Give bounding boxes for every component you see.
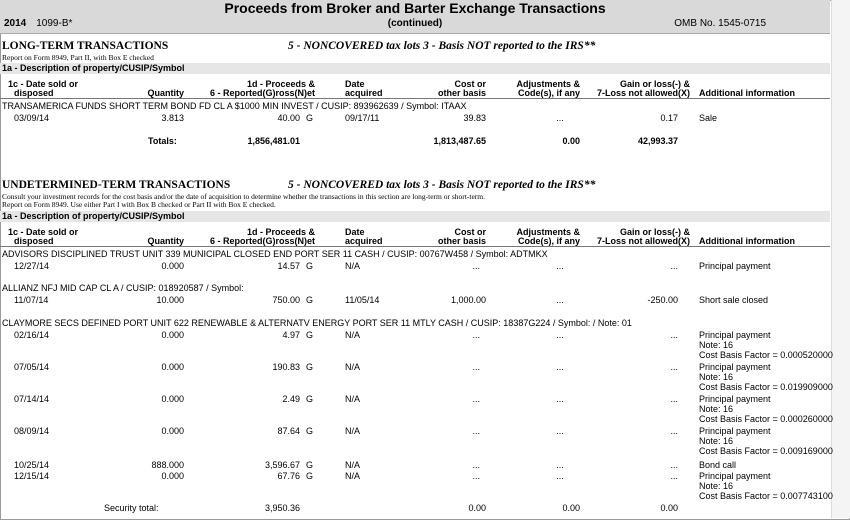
- cell-date-acquired: 11/05/14: [345, 295, 380, 305]
- cell-date-acquired: N/A: [345, 362, 361, 372]
- col-reported: 6 - Reported(G)ross(N)et: [209, 88, 315, 98]
- cell-quantity: 3.813: [161, 113, 184, 123]
- cell-proceeds: 190.83: [272, 362, 300, 372]
- col-codes: Code(s), if any: [517, 236, 580, 246]
- cell-info: Cost Basis Factor = 0.000520000: [699, 350, 833, 360]
- col-quantity: Quantity: [147, 88, 184, 98]
- col-loss-not-allowed: 7-Loss not allowed(X): [596, 88, 690, 98]
- cell-date-acquired: N/A: [345, 394, 361, 404]
- cell-adjustments: ...: [556, 426, 564, 436]
- col-acquired: acquired: [345, 236, 383, 246]
- cell-adjustments: ...: [556, 394, 564, 404]
- cell-quantity: 0.000: [161, 330, 184, 340]
- col-quantity: Quantity: [147, 236, 184, 246]
- security-description: CLAYMORE SECS DEFINED PORT UNIT 622 RENEWABLE & ALTERNATV ENERGY PORT SER 11 MTLY CASH / CUSIP: 18387G224 / Symbol: / Note: 01: [2, 318, 632, 328]
- col-cost: Cost or: [454, 79, 486, 89]
- col-disposed: disposed: [14, 88, 54, 98]
- cell-date-sold: 08/09/14: [14, 426, 50, 436]
- cell-info: Bond call: [699, 460, 737, 470]
- form-title: Proceeds from Broker and Barter Exchange Transactions: [224, 0, 606, 16]
- cell-cost: ...: [472, 330, 480, 340]
- cell-info: Principal payment: [699, 394, 771, 404]
- col-disposed: disposed: [14, 236, 54, 246]
- undetermined-title: UNDETERMINED-TERM TRANSACTIONS: [2, 179, 231, 191]
- cell-info: Cost Basis Factor = 0.007743100: [699, 491, 833, 501]
- cell-adjustments: ...: [556, 460, 564, 470]
- col-other-basis: other basis: [437, 236, 486, 246]
- cell-date-acquired: N/A: [345, 261, 361, 271]
- security-description: TRANSAMERICA FUNDS SHORT TERM BOND FD CL A $1000 MIN INVEST / CUSIP: 893962639 / Symbol: ITAAX: [2, 101, 467, 111]
- cell-proceeds: 3,596.67: [264, 460, 300, 470]
- cell-date-acquired: N/A: [345, 330, 361, 340]
- cell-adjustments: ...: [556, 295, 564, 305]
- cell-date-acquired: N/A: [345, 460, 361, 470]
- cell-adjustments: ...: [556, 471, 564, 481]
- cell-info: Principal payment: [699, 261, 771, 271]
- cell-quantity: 0.000: [161, 362, 184, 372]
- col-additional-info: Additional information: [699, 88, 795, 98]
- cell-date-acquired: 09/17/11: [345, 113, 380, 123]
- divider: [0, 98, 830, 99]
- cell-adjustments: ...: [556, 113, 564, 123]
- cell-gross-net: G: [306, 295, 314, 305]
- cell-gain: ...: [670, 471, 678, 481]
- vertical-scrollbar[interactable]: [831, 0, 850, 518]
- cell-cost: ...: [472, 460, 480, 470]
- cell-proceeds: 14.57: [277, 261, 300, 271]
- cell-quantity: 0.000: [161, 471, 184, 481]
- cell-proceeds: 4.97: [282, 330, 300, 340]
- totals-adjustments: 0.00: [562, 136, 580, 146]
- col-date: Date: [345, 227, 365, 237]
- cell-info: Principal payment: [699, 330, 771, 340]
- cell-gross-net: G: [306, 471, 314, 481]
- undetermined-subtitle: 5 - NONCOVERED tax lots 3 - Basis NOT reported to the IRS**: [288, 179, 596, 191]
- cell-adjustments: ...: [556, 261, 564, 271]
- cell-adjustments: ...: [556, 362, 564, 372]
- cell-info: Cost Basis Factor = 0.019909000: [699, 382, 833, 392]
- cell-gain: ...: [670, 460, 678, 470]
- col-date-sold: 1c - Date sold or: [8, 79, 79, 89]
- continued-label: (continued): [387, 18, 443, 29]
- totals-proceeds: 1,856,481.01: [247, 136, 300, 146]
- cell-cost: ...: [472, 261, 480, 271]
- cell-gross-net: G: [306, 426, 314, 436]
- totals-label: Totals:: [148, 136, 177, 146]
- security-total-adjustments: 0.00: [562, 503, 580, 513]
- cell-info: Principal payment: [699, 471, 771, 481]
- cell-date-acquired: N/A: [345, 426, 361, 436]
- cell-proceeds: 750.00: [272, 295, 300, 305]
- cell-info: Principal payment: [699, 426, 771, 436]
- cell-date-sold: 07/14/14: [14, 394, 50, 404]
- cell-gain: ...: [670, 261, 678, 271]
- description-label: 1a - Description of property/CUSIP/Symbol: [0, 63, 830, 74]
- col-other-basis: other basis: [437, 88, 486, 98]
- security-total-proceeds: 3,950.36: [264, 503, 300, 513]
- col-reported: 6 - Reported(G)ross(N)et: [209, 236, 315, 246]
- omb-number: OMB No. 1545-0715: [674, 18, 766, 29]
- security-description: ADVISORS DISCIPLINED TRUST UNIT 339 MUNICIPAL CLOSED END PORT SER 11 CASH / CUSIP: 00767W458 / Symbol: ADTMKX: [2, 249, 548, 259]
- col-gain: Gain or loss(-) &: [619, 79, 690, 89]
- cell-info: Cost Basis Factor = 0.000260000: [699, 414, 833, 424]
- cell-gross-net: G: [306, 261, 314, 271]
- cell-date-sold: 02/16/14: [14, 330, 50, 340]
- cell-gross-net: G: [306, 113, 314, 123]
- cell-date-sold: 07/05/14: [14, 362, 50, 372]
- cell-cost: ...: [472, 362, 480, 372]
- cell-cost: ...: [472, 471, 480, 481]
- cell-quantity: 0.000: [161, 394, 184, 404]
- col-additional-info: Additional information: [699, 236, 795, 246]
- col-date: Date: [345, 79, 365, 89]
- form-number: 1099-B*: [36, 18, 73, 29]
- col-loss-not-allowed: 7-Loss not allowed(X): [596, 236, 690, 246]
- cell-quantity: 0.000: [161, 426, 184, 436]
- cell-proceeds: 87.64: [277, 426, 300, 436]
- cell-info: Note: 16: [699, 340, 734, 350]
- form-header: [0, 0, 830, 34]
- cell-proceeds: 67.76: [277, 471, 300, 481]
- col-adjustments: Adjustments &: [516, 227, 580, 237]
- col-date-sold: 1c - Date sold or: [8, 227, 79, 237]
- cell-info: Note: 16: [699, 404, 734, 414]
- col-gain: Gain or loss(-) &: [619, 227, 690, 237]
- cell-date-sold: 11/07/14: [14, 295, 49, 305]
- col-acquired: acquired: [345, 88, 383, 98]
- cell-info: Cost Basis Factor = 0.009169000: [699, 446, 833, 456]
- cell-cost: 1,000.00: [450, 295, 486, 305]
- cell-info: Principal payment: [699, 362, 771, 372]
- cell-cost: 39.83: [463, 113, 486, 123]
- security-total-cost: 0.00: [468, 503, 486, 513]
- divider: [0, 246, 830, 247]
- security-description: ALLIANZ NFJ MID CAP CL A / CUSIP: 018920587 / Symbol:: [2, 283, 244, 293]
- cell-cost: ...: [472, 394, 480, 404]
- cell-gain: ...: [670, 362, 678, 372]
- cell-date-sold: 03/09/14: [14, 113, 50, 123]
- undetermined-note-2: Report on Form 8949. Use either Part I with Box B checked or Part II with Box E checked.: [2, 200, 276, 209]
- col-cost: Cost or: [454, 227, 486, 237]
- cell-quantity: 0.000: [161, 261, 184, 271]
- cell-gross-net: G: [306, 460, 314, 470]
- cell-info: Note: 16: [699, 436, 734, 446]
- cell-gross-net: G: [306, 362, 314, 372]
- col-proceeds: 1d - Proceeds &: [246, 79, 315, 89]
- security-total-gain: 0.00: [660, 503, 678, 513]
- cell-info: Note: 16: [699, 481, 734, 491]
- long-term-title: LONG-TERM TRANSACTIONS: [2, 40, 169, 52]
- cell-gain: ...: [670, 426, 678, 436]
- cell-date-sold: 12/27/14: [14, 261, 50, 271]
- cell-gain: 0.17: [660, 113, 678, 123]
- undetermined-note-1: Consult your investment records for the cost basis and/or the date of acquisition to determine whether the transactions in this section are long-term or short-term.: [2, 192, 485, 201]
- totals-cost: 1,813,487.65: [433, 136, 486, 146]
- long-term-subtitle: 5 - NONCOVERED tax lots 3 - Basis NOT reported to the IRS**: [288, 40, 596, 52]
- cell-cost: ...: [472, 426, 480, 436]
- cell-gain: ...: [670, 394, 678, 404]
- cell-proceeds: 2.49: [282, 394, 300, 404]
- cell-gross-net: G: [306, 330, 314, 340]
- security-total-label: Security total:: [104, 503, 159, 513]
- cell-info: Short sale closed: [699, 295, 769, 305]
- cell-date-sold: 10/25/14: [14, 460, 50, 470]
- cell-quantity: 888.000: [151, 460, 184, 470]
- cell-gain: ...: [670, 330, 678, 340]
- col-codes: Code(s), if any: [517, 88, 580, 98]
- description-label: 1a - Description of property/CUSIP/Symbol: [0, 211, 830, 222]
- cell-adjustments: ...: [556, 330, 564, 340]
- long-term-note: Report on Form 8949, Part II, with Box E checked: [2, 53, 154, 62]
- cell-gross-net: G: [306, 394, 314, 404]
- cell-gain: -250.00: [647, 295, 678, 305]
- col-adjustments: Adjustments &: [516, 79, 580, 89]
- cell-proceeds: 40.00: [277, 113, 300, 123]
- col-proceeds: 1d - Proceeds &: [246, 227, 315, 237]
- cell-date-acquired: N/A: [345, 471, 361, 481]
- cell-quantity: 10.000: [156, 295, 184, 305]
- cell-date-sold: 12/15/14: [14, 471, 50, 481]
- cell-info: Note: 16: [699, 372, 734, 382]
- totals-gain: 42,993.37: [637, 136, 678, 146]
- tax-year: 2014: [4, 18, 27, 29]
- cell-info: Sale: [699, 113, 718, 123]
